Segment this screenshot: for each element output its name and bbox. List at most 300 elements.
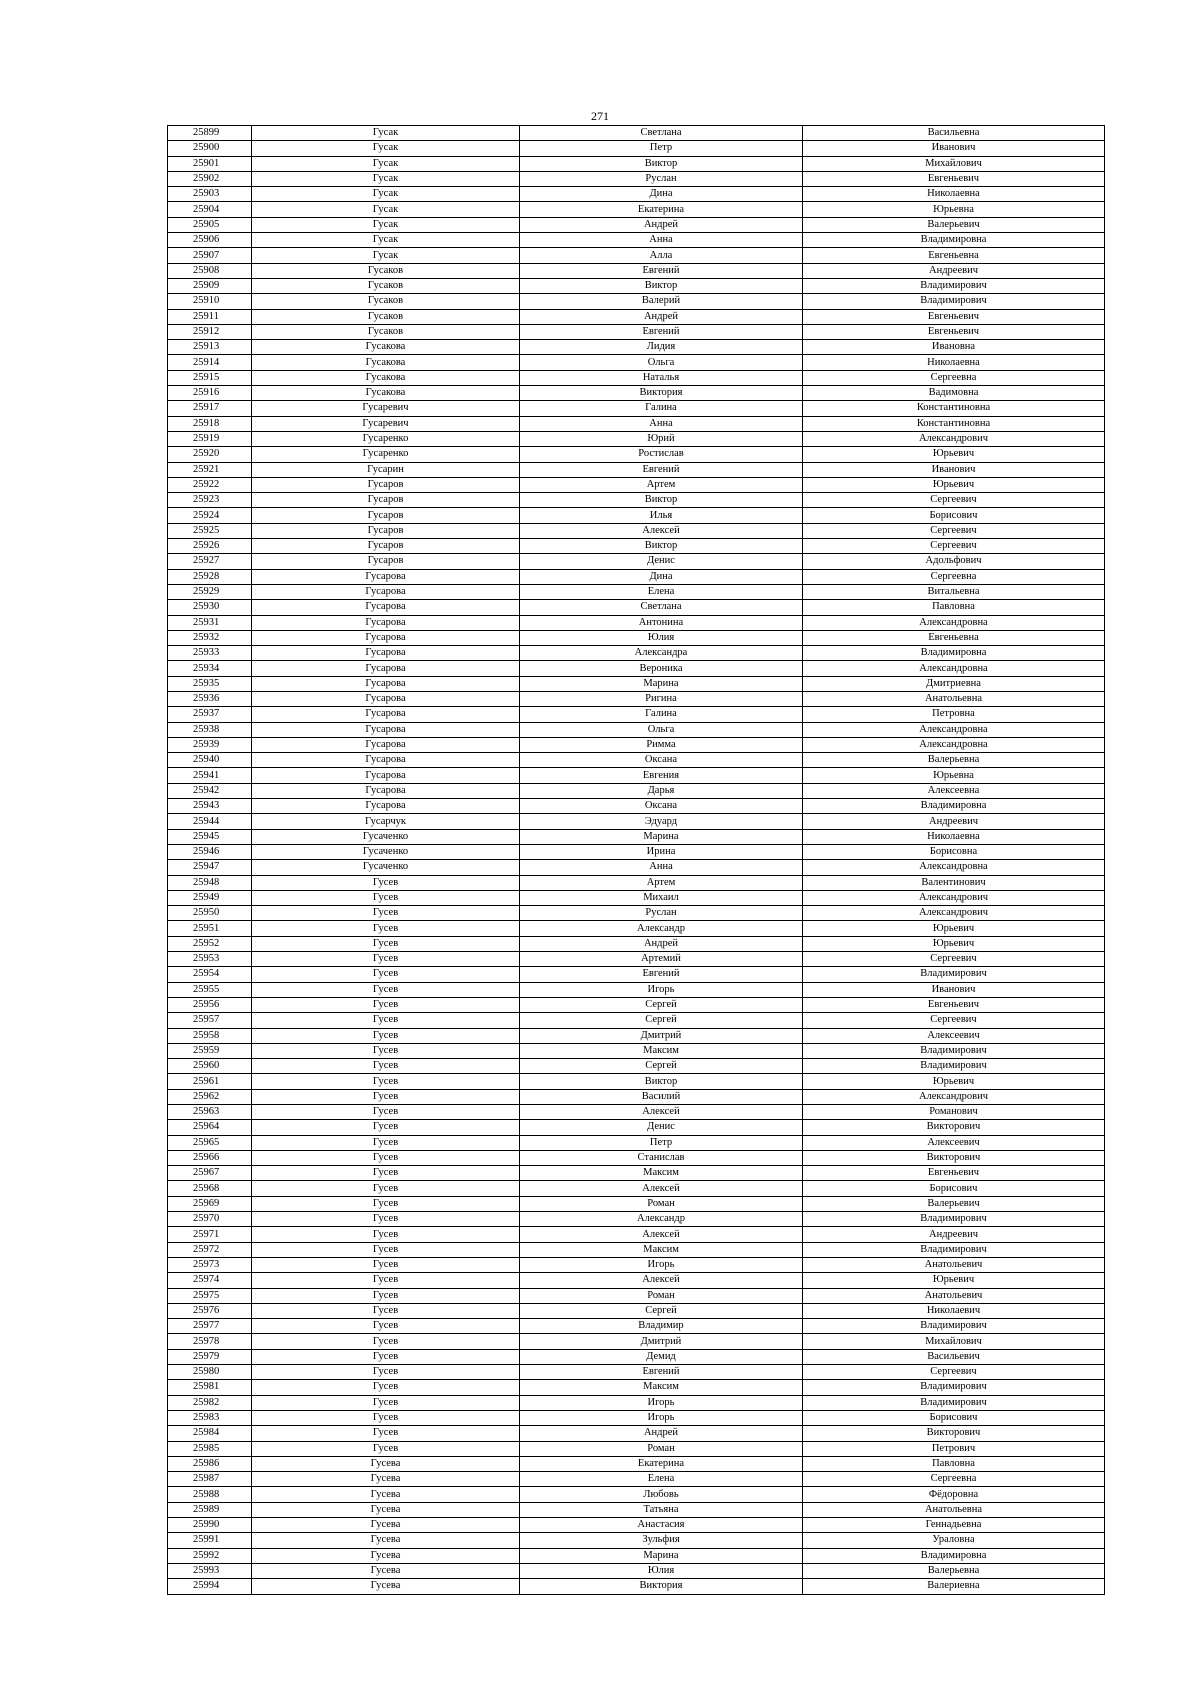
table-row	[168, 462, 1105, 477]
table-row	[168, 600, 1105, 615]
last-name-cell: Гусаков	[252, 278, 520, 293]
table-row	[168, 1303, 1105, 1318]
record-number-cell: 25905	[168, 217, 252, 232]
first-name-cell: Евгений	[520, 462, 803, 477]
record-number-cell: 25953	[168, 952, 252, 967]
first-name-cell: Максим	[520, 1043, 803, 1058]
last-name-cell: Гусева	[252, 1456, 520, 1471]
table-row	[168, 1273, 1105, 1288]
record-number-cell: 25988	[168, 1487, 252, 1502]
last-name-cell: Гусарова	[252, 691, 520, 706]
table-row	[168, 248, 1105, 263]
patronymic-cell: Александровна	[803, 615, 1105, 630]
first-name-cell: Оксана	[520, 753, 803, 768]
first-name-cell: Евгений	[520, 263, 803, 278]
record-number-cell: 25992	[168, 1548, 252, 1563]
table-row	[168, 952, 1105, 967]
record-number-cell: 25987	[168, 1472, 252, 1487]
table-row	[168, 1227, 1105, 1242]
patronymic-cell: Иванович	[803, 141, 1105, 156]
table-row	[168, 309, 1105, 324]
first-name-cell: Алексей	[520, 1227, 803, 1242]
record-number-cell: 25901	[168, 156, 252, 171]
table-row	[168, 355, 1105, 370]
page-number: 271	[591, 109, 609, 123]
first-name-cell: Галина	[520, 401, 803, 416]
last-name-cell: Гусев	[252, 1181, 520, 1196]
table-row	[168, 1456, 1105, 1471]
table-row	[168, 1013, 1105, 1028]
first-name-cell: Елена	[520, 584, 803, 599]
last-name-cell: Гусарова	[252, 569, 520, 584]
table-row	[168, 1502, 1105, 1517]
last-name-cell: Гусев	[252, 1043, 520, 1058]
first-name-cell: Виктор	[520, 156, 803, 171]
first-name-cell: Галина	[520, 707, 803, 722]
patronymic-cell: Владимирович	[803, 1319, 1105, 1334]
last-name-cell: Гусак	[252, 156, 520, 171]
patronymic-cell: Александрович	[803, 431, 1105, 446]
first-name-cell: Игорь	[520, 1395, 803, 1410]
first-name-cell: Екатерина	[520, 1456, 803, 1471]
patronymic-cell: Владимировна	[803, 799, 1105, 814]
table-row	[168, 982, 1105, 997]
table-row	[168, 707, 1105, 722]
first-name-cell: Роман	[520, 1196, 803, 1211]
last-name-cell: Гусакова	[252, 386, 520, 401]
last-name-cell: Гусак	[252, 141, 520, 156]
table-row	[168, 921, 1105, 936]
last-name-cell: Гусакова	[252, 340, 520, 355]
patronymic-cell: Владимирович	[803, 1043, 1105, 1058]
record-number-cell: 25954	[168, 967, 252, 982]
patronymic-cell: Александровна	[803, 737, 1105, 752]
record-number-cell: 25969	[168, 1196, 252, 1211]
record-number-cell: 25961	[168, 1074, 252, 1089]
record-number-cell: 25921	[168, 462, 252, 477]
last-name-cell: Гусева	[252, 1579, 520, 1594]
last-name-cell: Гусев	[252, 936, 520, 951]
record-number-cell: 25904	[168, 202, 252, 217]
patronymic-cell: Николаевна	[803, 829, 1105, 844]
patronymic-cell: Юрьевич	[803, 447, 1105, 462]
last-name-cell: Гусев	[252, 1120, 520, 1135]
patronymic-cell: Михайлович	[803, 156, 1105, 171]
first-name-cell: Игорь	[520, 1410, 803, 1425]
first-name-cell: Светлана	[520, 126, 803, 141]
first-name-cell: Виктор	[520, 1074, 803, 1089]
patronymic-cell: Борисовна	[803, 844, 1105, 859]
first-name-cell: Андрей	[520, 1426, 803, 1441]
last-name-cell: Гусакова	[252, 370, 520, 385]
patronymic-cell: Вадимовна	[803, 386, 1105, 401]
table-row	[168, 1426, 1105, 1441]
record-number-cell: 25926	[168, 539, 252, 554]
record-number-cell: 25973	[168, 1257, 252, 1272]
table-row	[168, 1365, 1105, 1380]
patronymic-cell: Александрович	[803, 1089, 1105, 1104]
record-number-cell: 25941	[168, 768, 252, 783]
last-name-cell: Гусак	[252, 171, 520, 186]
first-name-cell: Роман	[520, 1441, 803, 1456]
last-name-cell: Гусаренко	[252, 447, 520, 462]
first-name-cell: Екатерина	[520, 202, 803, 217]
patronymic-cell: Сергеевич	[803, 523, 1105, 538]
table-row	[168, 493, 1105, 508]
patronymic-cell: Дмитриевна	[803, 676, 1105, 691]
first-name-cell: Сергей	[520, 1303, 803, 1318]
record-number-cell: 25942	[168, 783, 252, 798]
first-name-cell: Артем	[520, 477, 803, 492]
table-row	[168, 1105, 1105, 1120]
record-number-cell: 25940	[168, 753, 252, 768]
first-name-cell: Зульфия	[520, 1533, 803, 1548]
last-name-cell: Гусаров	[252, 508, 520, 523]
patronymic-cell: Александровна	[803, 860, 1105, 875]
patronymic-cell: Владимирович	[803, 967, 1105, 982]
last-name-cell: Гусев	[252, 967, 520, 982]
last-name-cell: Гусев	[252, 1059, 520, 1074]
patronymic-cell: Андреевич	[803, 814, 1105, 829]
record-number-cell: 25977	[168, 1319, 252, 1334]
table-row	[168, 1410, 1105, 1425]
first-name-cell: Виктор	[520, 493, 803, 508]
patronymic-cell: Евгеньевич	[803, 324, 1105, 339]
record-number-cell: 25924	[168, 508, 252, 523]
first-name-cell: Любовь	[520, 1487, 803, 1502]
first-name-cell: Алексей	[520, 1273, 803, 1288]
record-number-cell: 25929	[168, 584, 252, 599]
first-name-cell: Евгений	[520, 967, 803, 982]
last-name-cell: Гусева	[252, 1548, 520, 1563]
last-name-cell: Гусев	[252, 1013, 520, 1028]
record-number-cell: 25943	[168, 799, 252, 814]
record-number-cell: 25984	[168, 1426, 252, 1441]
patronymic-cell: Витальевна	[803, 584, 1105, 599]
patronymic-cell: Юрьевич	[803, 921, 1105, 936]
record-number-cell: 25909	[168, 278, 252, 293]
first-name-cell: Игорь	[520, 1257, 803, 1272]
record-number-cell: 25983	[168, 1410, 252, 1425]
last-name-cell: Гусарова	[252, 676, 520, 691]
patronymic-cell: Евгеньевич	[803, 309, 1105, 324]
patronymic-cell: Владимировна	[803, 233, 1105, 248]
patronymic-cell: Алексеевич	[803, 1135, 1105, 1150]
last-name-cell: Гусев	[252, 1166, 520, 1181]
record-number-cell: 25972	[168, 1242, 252, 1257]
first-name-cell: Ростислав	[520, 447, 803, 462]
record-number-cell: 25956	[168, 997, 252, 1012]
table-row	[168, 829, 1105, 844]
patronymic-cell: Алексеевич	[803, 1028, 1105, 1043]
table-row	[168, 768, 1105, 783]
last-name-cell: Гусев	[252, 890, 520, 905]
table-row	[168, 1395, 1105, 1410]
table-row	[168, 539, 1105, 554]
last-name-cell: Гусева	[252, 1518, 520, 1533]
record-number-cell: 25920	[168, 447, 252, 462]
first-name-cell: Денис	[520, 1120, 803, 1135]
last-name-cell: Гусев	[252, 982, 520, 997]
patronymic-cell: Викторович	[803, 1120, 1105, 1135]
patronymic-cell: Владимировна	[803, 646, 1105, 661]
patronymic-cell: Николаевич	[803, 1303, 1105, 1318]
last-name-cell: Гусев	[252, 921, 520, 936]
first-name-cell: Андрей	[520, 309, 803, 324]
table-row	[168, 1487, 1105, 1502]
patronymic-cell: Адольфович	[803, 554, 1105, 569]
record-number-cell: 25906	[168, 233, 252, 248]
table-row	[168, 1150, 1105, 1165]
last-name-cell: Гусев	[252, 1426, 520, 1441]
table-row	[168, 1472, 1105, 1487]
record-number-cell: 25917	[168, 401, 252, 416]
table-row	[168, 1135, 1105, 1150]
last-name-cell: Гусев	[252, 1150, 520, 1165]
table-row	[168, 860, 1105, 875]
record-number-cell: 25986	[168, 1456, 252, 1471]
last-name-cell: Гусарова	[252, 768, 520, 783]
first-name-cell: Алла	[520, 248, 803, 263]
last-name-cell: Гусаревич	[252, 416, 520, 431]
first-name-cell: Станислав	[520, 1150, 803, 1165]
table-row	[168, 1181, 1105, 1196]
first-name-cell: Виктор	[520, 539, 803, 554]
table-row	[168, 1074, 1105, 1089]
record-number-cell: 25962	[168, 1089, 252, 1104]
first-name-cell: Елена	[520, 1472, 803, 1487]
patronymic-cell: Анатольевич	[803, 1257, 1105, 1272]
first-name-cell: Марина	[520, 1548, 803, 1563]
patronymic-cell: Сергеевич	[803, 493, 1105, 508]
first-name-cell: Анна	[520, 416, 803, 431]
last-name-cell: Гусаков	[252, 309, 520, 324]
record-number-cell: 25915	[168, 370, 252, 385]
first-name-cell: Алексей	[520, 523, 803, 538]
patronymic-cell: Фёдоровна	[803, 1487, 1105, 1502]
patronymic-cell: Петровна	[803, 707, 1105, 722]
patronymic-cell: Валерьевич	[803, 217, 1105, 232]
first-name-cell: Алексей	[520, 1105, 803, 1120]
patronymic-cell: Владимирович	[803, 1242, 1105, 1257]
first-name-cell: Александр	[520, 1212, 803, 1227]
last-name-cell: Гусак	[252, 217, 520, 232]
record-number-cell: 25928	[168, 569, 252, 584]
table-row	[168, 1349, 1105, 1364]
patronymic-cell: Борисович	[803, 1181, 1105, 1196]
first-name-cell: Дарья	[520, 783, 803, 798]
first-name-cell: Марина	[520, 829, 803, 844]
table-row	[168, 523, 1105, 538]
record-number-cell: 25918	[168, 416, 252, 431]
table-row	[168, 1533, 1105, 1548]
first-name-cell: Римма	[520, 737, 803, 752]
patronymic-cell: Владимирович	[803, 1395, 1105, 1410]
first-name-cell: Илья	[520, 508, 803, 523]
table-row	[168, 1441, 1105, 1456]
table-row	[168, 661, 1105, 676]
last-name-cell: Гусарова	[252, 600, 520, 615]
record-number-cell: 25964	[168, 1120, 252, 1135]
record-number-cell: 25991	[168, 1533, 252, 1548]
table-row	[168, 386, 1105, 401]
first-name-cell: Виктор	[520, 278, 803, 293]
table-row	[168, 508, 1105, 523]
table-row	[168, 1043, 1105, 1058]
patronymic-cell: Сергеевич	[803, 539, 1105, 554]
first-name-cell: Артемий	[520, 952, 803, 967]
last-name-cell: Гусарова	[252, 630, 520, 645]
last-name-cell: Гусарова	[252, 737, 520, 752]
patronymic-cell: Николаевна	[803, 355, 1105, 370]
record-number-cell: 25959	[168, 1043, 252, 1058]
patronymic-cell: Иванович	[803, 462, 1105, 477]
last-name-cell: Гусева	[252, 1472, 520, 1487]
record-number-cell: 25912	[168, 324, 252, 339]
first-name-cell: Михаил	[520, 890, 803, 905]
record-number-cell: 25965	[168, 1135, 252, 1150]
table-row	[168, 691, 1105, 706]
record-number-cell: 25932	[168, 630, 252, 645]
table-row	[168, 263, 1105, 278]
patronymic-cell: Ураловна	[803, 1533, 1105, 1548]
table-row	[168, 141, 1105, 156]
record-number-cell: 25908	[168, 263, 252, 278]
table-row	[168, 126, 1105, 141]
last-name-cell: Гусев	[252, 997, 520, 1012]
patronymic-cell: Евгеньевич	[803, 171, 1105, 186]
last-name-cell: Гусев	[252, 875, 520, 890]
record-number-cell: 25900	[168, 141, 252, 156]
first-name-cell: Максим	[520, 1242, 803, 1257]
last-name-cell: Гусаченко	[252, 860, 520, 875]
patronymic-cell: Борисович	[803, 508, 1105, 523]
patronymic-cell: Евгеньевна	[803, 630, 1105, 645]
first-name-cell: Вероника	[520, 661, 803, 676]
last-name-cell: Гусев	[252, 1410, 520, 1425]
table-row	[168, 217, 1105, 232]
patronymic-cell: Иванович	[803, 982, 1105, 997]
last-name-cell: Гусаков	[252, 263, 520, 278]
table-row	[168, 875, 1105, 890]
table-row	[168, 324, 1105, 339]
first-name-cell: Василий	[520, 1089, 803, 1104]
first-name-cell: Денис	[520, 554, 803, 569]
first-name-cell: Анастасия	[520, 1518, 803, 1533]
first-name-cell: Марина	[520, 676, 803, 691]
last-name-cell: Гусакова	[252, 355, 520, 370]
last-name-cell: Гусев	[252, 1273, 520, 1288]
last-name-cell: Гусев	[252, 1135, 520, 1150]
table-row	[168, 1120, 1105, 1135]
first-name-cell: Виктория	[520, 386, 803, 401]
first-name-cell: Демид	[520, 1349, 803, 1364]
table-row	[168, 401, 1105, 416]
first-name-cell: Андрей	[520, 217, 803, 232]
record-number-cell: 25950	[168, 906, 252, 921]
first-name-cell: Юлия	[520, 1563, 803, 1578]
first-name-cell: Юлия	[520, 630, 803, 645]
record-number-cell: 25907	[168, 248, 252, 263]
record-number-cell: 25934	[168, 661, 252, 676]
table-row	[168, 447, 1105, 462]
last-name-cell: Гусарчук	[252, 814, 520, 829]
patronymic-cell: Валерьевна	[803, 753, 1105, 768]
record-number-cell: 25979	[168, 1349, 252, 1364]
first-name-cell: Дмитрий	[520, 1028, 803, 1043]
table-row	[168, 1563, 1105, 1578]
record-number-cell: 25971	[168, 1227, 252, 1242]
last-name-cell: Гусев	[252, 906, 520, 921]
table-row	[168, 171, 1105, 186]
table-row	[168, 584, 1105, 599]
table-row	[168, 1257, 1105, 1272]
record-number-cell: 25903	[168, 187, 252, 202]
table-row	[168, 1548, 1105, 1563]
patronymic-cell: Николаевна	[803, 187, 1105, 202]
patronymic-cell: Анатольевна	[803, 1502, 1105, 1517]
table-row	[168, 1334, 1105, 1349]
first-name-cell: Евгений	[520, 1365, 803, 1380]
first-name-cell: Юрий	[520, 431, 803, 446]
record-number-cell: 25902	[168, 171, 252, 186]
table-row	[168, 630, 1105, 645]
record-number-cell: 25958	[168, 1028, 252, 1043]
record-number-cell: 25930	[168, 600, 252, 615]
patronymic-cell: Владимирович	[803, 1212, 1105, 1227]
patronymic-cell: Валентинович	[803, 875, 1105, 890]
table-row	[168, 722, 1105, 737]
record-number-cell: 25967	[168, 1166, 252, 1181]
patronymic-cell: Анатольевич	[803, 1288, 1105, 1303]
record-number-cell: 25910	[168, 294, 252, 309]
table-row	[168, 1166, 1105, 1181]
table-row	[168, 554, 1105, 569]
first-name-cell: Владимир	[520, 1319, 803, 1334]
record-number-cell: 25936	[168, 691, 252, 706]
last-name-cell: Гусев	[252, 1089, 520, 1104]
table-row	[168, 967, 1105, 982]
first-name-cell: Сергей	[520, 1059, 803, 1074]
patronymic-cell: Сергеевна	[803, 569, 1105, 584]
patronymic-cell: Андреевич	[803, 263, 1105, 278]
patronymic-cell: Сергеевна	[803, 370, 1105, 385]
table-row	[168, 233, 1105, 248]
patronymic-cell: Александровна	[803, 661, 1105, 676]
last-name-cell: Гусев	[252, 1227, 520, 1242]
record-number-cell: 25951	[168, 921, 252, 936]
record-number-cell: 25919	[168, 431, 252, 446]
patronymic-cell: Сергеевич	[803, 1013, 1105, 1028]
last-name-cell: Гусев	[252, 1441, 520, 1456]
last-name-cell: Гусак	[252, 248, 520, 263]
table-row	[168, 1579, 1105, 1594]
record-number-cell: 25989	[168, 1502, 252, 1517]
last-name-cell: Гусев	[252, 952, 520, 967]
first-name-cell: Анна	[520, 233, 803, 248]
patronymic-cell: Юрьевич	[803, 1273, 1105, 1288]
record-number-cell: 25957	[168, 1013, 252, 1028]
record-number-cell: 25946	[168, 844, 252, 859]
record-number-cell: 25963	[168, 1105, 252, 1120]
patronymic-cell: Константиновна	[803, 416, 1105, 431]
patronymic-cell: Владимирович	[803, 1059, 1105, 1074]
first-name-cell: Антонина	[520, 615, 803, 630]
table-row	[168, 783, 1105, 798]
last-name-cell: Гусарова	[252, 722, 520, 737]
table-row	[168, 370, 1105, 385]
patronymic-cell: Владимирович	[803, 278, 1105, 293]
